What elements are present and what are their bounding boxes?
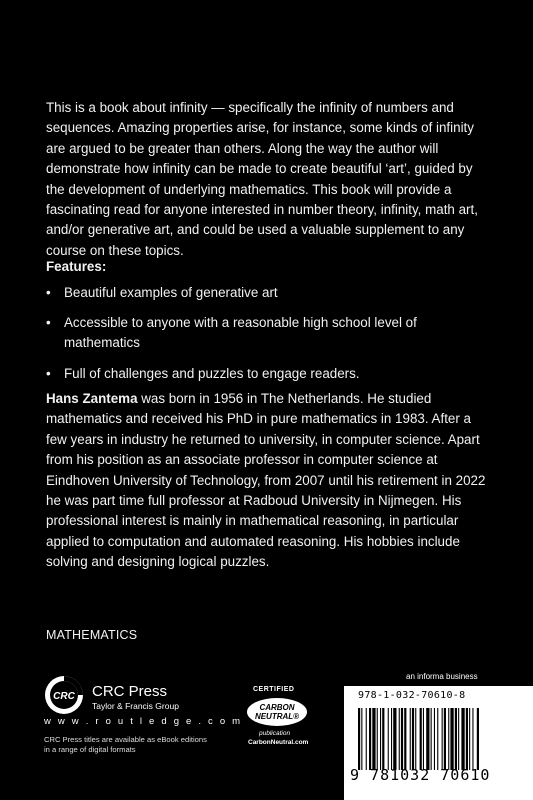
informa-tagline: an informa business bbox=[406, 672, 478, 681]
barcode-bar bbox=[434, 708, 435, 770]
barcode-bar bbox=[423, 708, 424, 770]
isbn-barcode bbox=[344, 686, 533, 800]
barcode-bar bbox=[444, 708, 446, 770]
barcode-bar bbox=[415, 708, 416, 770]
barcode-bar bbox=[410, 708, 411, 770]
carbon-neutral-badge-icon bbox=[245, 686, 315, 758]
features-list bbox=[46, 283, 486, 384]
barcode-bar bbox=[382, 708, 384, 770]
barcode-bar bbox=[393, 708, 396, 770]
bio-paragraph bbox=[46, 389, 492, 573]
barcode-bar bbox=[455, 708, 457, 770]
barcode-bar bbox=[458, 708, 459, 770]
barcode-bar bbox=[372, 708, 375, 770]
barcode-bar bbox=[442, 708, 443, 770]
list-item: • Accessible to anyone with a reasonable high school level of mathematics bbox=[46, 313, 486, 353]
crc-press-logo-icon bbox=[44, 675, 84, 715]
subject-category: MATHEMATICS bbox=[46, 628, 138, 642]
carbon-site: CarbonNeutral.com bbox=[248, 739, 309, 746]
carbon-certified: CERTIFIED bbox=[253, 686, 295, 693]
author-bio bbox=[46, 389, 492, 573]
author-name: Hans Zantema bbox=[46, 391, 138, 406]
carbon-badge-line2: NEUTRAL® bbox=[254, 712, 300, 721]
barcode-bar bbox=[466, 708, 468, 770]
blurb-paragraph: This is a book about infinity — specifically the infinity of numbers and sequences. Amazing properties arise, for instance, some kinds of infinity are argued to be greater than others. Along the way the author will demonstrate how infinity can be made to create beautiful ‘art’, guided by the development of underlying mathematics. This book will provide a fascinating read for anyone interested in number theory, infinity, math art, and/or generative art, and could be used a valuable supplement to any course on these topics. bbox=[46, 100, 478, 258]
barcode-bar bbox=[377, 708, 378, 770]
list-item: • Beautiful examples of generative art bbox=[46, 283, 486, 303]
carbon-publication: publication bbox=[259, 730, 291, 737]
barcode-bar bbox=[426, 708, 429, 770]
barcode-bar bbox=[420, 708, 422, 770]
barcode-bar bbox=[401, 708, 403, 770]
barcode-bar bbox=[477, 708, 479, 770]
description-text bbox=[46, 98, 492, 261]
barcode-bar bbox=[388, 708, 389, 770]
carbon-badge bbox=[247, 698, 307, 726]
publisher-url: w w w . r o u t l e d g e . c o m bbox=[44, 716, 243, 727]
carbon-badge-line1: CARBON bbox=[259, 703, 295, 712]
list-item: • Full of challenges and puzzles to engage readers. bbox=[46, 364, 486, 384]
barcode-bar bbox=[404, 708, 406, 770]
barcode-bar bbox=[358, 708, 360, 770]
crc-logo-text: CRC bbox=[53, 691, 75, 702]
barcode-bar bbox=[469, 708, 470, 770]
publisher-name: CRC Press bbox=[92, 683, 168, 700]
barcode-bar bbox=[399, 708, 400, 770]
barcode-bar bbox=[391, 708, 392, 770]
isbn-number-bottom: 9 781032 70610 bbox=[350, 766, 491, 784]
barcode-bar bbox=[412, 708, 414, 770]
barcode-icon bbox=[358, 708, 533, 770]
publisher-group: Taylor & Francis Group bbox=[92, 701, 179, 711]
barcode-bar bbox=[361, 708, 362, 770]
barcode-bar bbox=[369, 708, 371, 770]
barcode-bar bbox=[448, 708, 449, 770]
barcode-bar bbox=[431, 708, 432, 770]
barcode-bar bbox=[437, 708, 438, 770]
ebook-note: CRC Press titles are available as eBook editions in a range of digital formats bbox=[44, 735, 207, 754]
bio-text: was born in 1956 in The Netherlands. He studied mathematics and received his PhD in pure mathematics in 1983. After a few years in industry he returned to university, in computer science. Apart from his position as an associate professor in computer science at Eindhoven University of Technology, from 2007 until his retirement in 2022 he was part time full professor at Radboud University in Nijmegen. His professional interest is mainly in mathematical reasoning, in particular applied to computation and automated reasoning. His hobbies include solving and designing logical puzzles. bbox=[46, 391, 486, 570]
barcode-bar bbox=[380, 708, 381, 770]
barcode-bar bbox=[472, 708, 473, 770]
barcode-bar bbox=[450, 708, 453, 770]
isbn-number-top: 978-1-032-70610-8 bbox=[358, 690, 466, 701]
features-heading: Features: bbox=[46, 259, 107, 274]
barcode-bar bbox=[461, 708, 464, 770]
barcode-bar bbox=[366, 708, 367, 770]
